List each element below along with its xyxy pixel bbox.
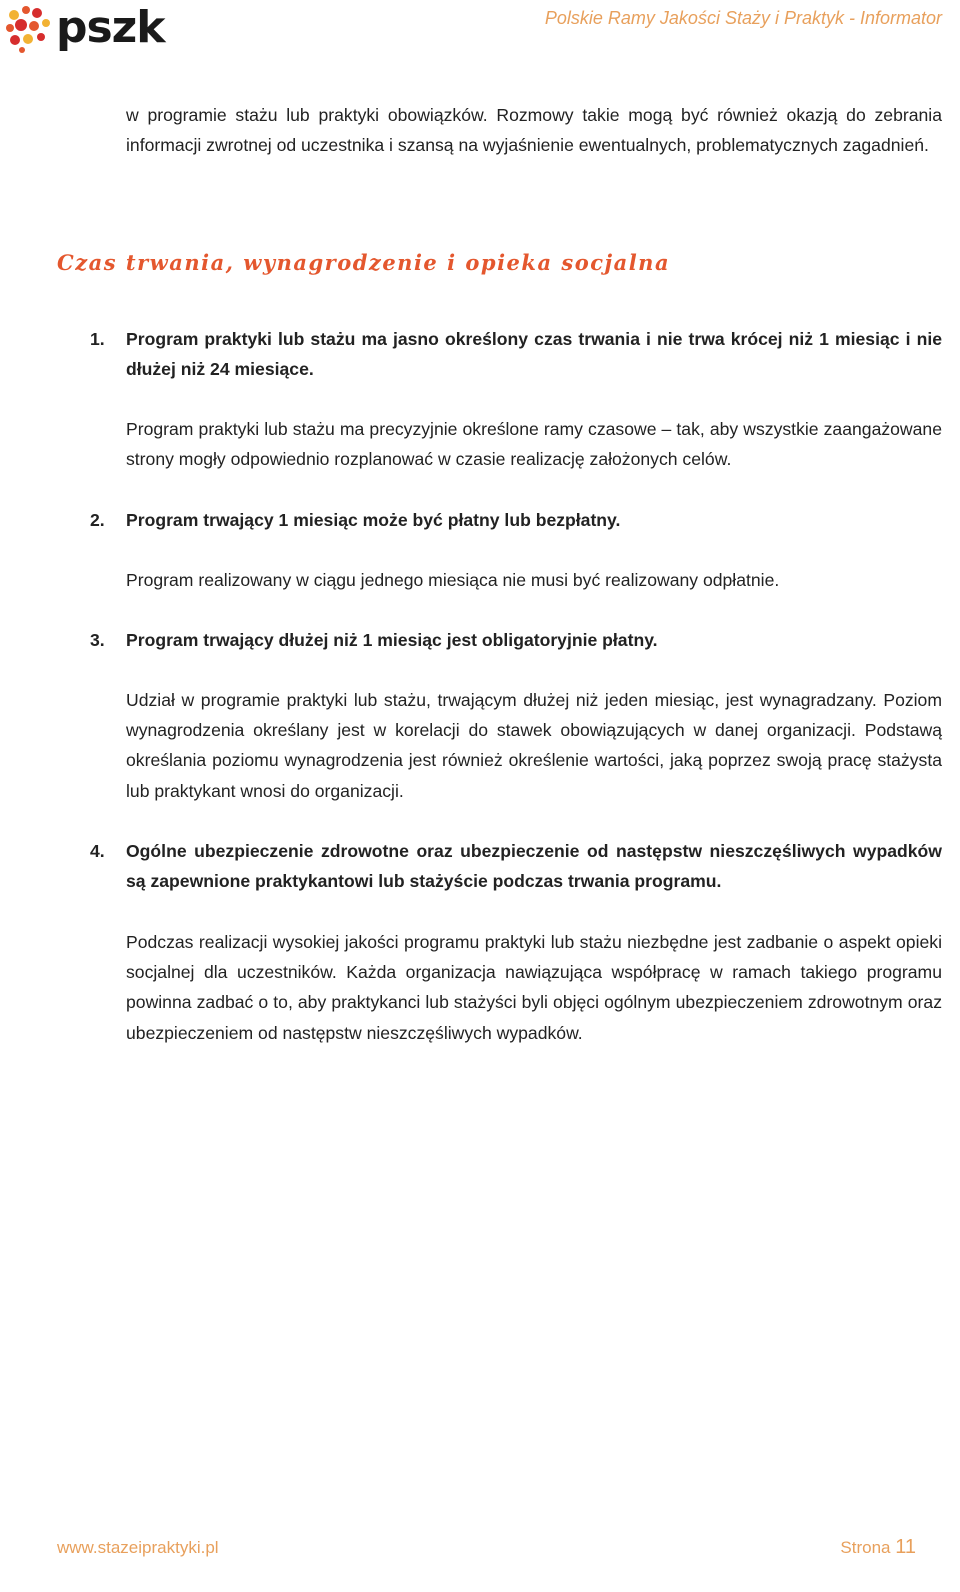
item-heading: Ogólne ubezpieczenie zdrowotne oraz ubezpieczenie od następstw nieszczęśliwych wypadków są zapewnione praktykantowi lub stażyście podczas trwania programu.: [126, 841, 942, 892]
list-item: [90, 505, 942, 535]
item-number: 3.: [90, 630, 105, 650]
item-number: 2.: [90, 510, 105, 530]
intro-paragraph: w programie stażu lub praktyki obowiązków. Rozmowy takie mogą być również okazją do zebrania informacji zwrotnej od uczestnika i szansą na wyjaśnienie ewentualnych, problematycznych zagadnień.: [126, 105, 942, 156]
item-heading: Program trwający dłużej niż 1 miesiąc jest obligatoryjnie płatny.: [126, 630, 658, 650]
item-number: 1.: [90, 329, 105, 349]
item-heading: Program trwający 1 miesiąc może być płatny lub bezpłatny.: [126, 510, 621, 530]
list-item: [90, 324, 942, 384]
pszk-logo: [4, 2, 165, 54]
list-item: [90, 836, 942, 896]
item-body: Podczas realizacji wysokiej jakości programu praktyki lub stażu niezbędne jest zadbanie o aspekt opieki socjalnej dla uczestników. Każda organizacja nawiązująca współpracę w ramach takiego programu powinna zadbać o to, aby praktykanci lub stażyści byli objęci ogólnym ubezpieczeniem zdrowotnym oraz ubezpieczeniem od następstw nieszczęśliwych wypadków.: [126, 932, 942, 1043]
item-heading: Program praktyki lub stażu ma jasno określony czas trwania i nie trwa krócej niż 1 miesiąc i nie dłużej niż 24 miesiące.: [126, 329, 942, 380]
page-number: 11: [895, 1536, 916, 1558]
item-body: Program realizowany w ciągu jednego miesiąca nie musi być realizowany odpłatnie.: [126, 570, 780, 590]
section-heading: Czas trwania, wynagrodzenie i opieka socjalna: [57, 250, 671, 275]
dots-logo-icon: [4, 3, 54, 53]
page-label: Strona: [840, 1538, 891, 1557]
list-item: [90, 625, 942, 655]
item-body: Udział w programie praktyki lub stażu, trwającym dłużej niż jeden miesiąc, jest wynagradzany. Poziom wynagrodzenia określany jest w korelacji do stawek obowiązujących w danej organizacji. Podstawą określania poziomu wynagrodzenia jest również określenie wartości, jaką poprzez swoją pracę stażysta lub praktykant wnosi do organizacji.: [126, 690, 942, 801]
page-number-label: [840, 1536, 916, 1559]
page-header: [0, 0, 960, 60]
document-title: Polskie Ramy Jakości Staży i Praktyk - Informator: [544, 8, 942, 28]
footer-website-link[interactable]: www.stazeipraktyki.pl: [57, 1538, 219, 1557]
item-body: Program praktyki lub stażu ma precyzyjnie określone ramy czasowe – tak, aby wszystkie zaangażowane strony mogły odpowiednio rozplanować w czasie realizację założonych celów.: [126, 419, 942, 470]
logo-text: pszk: [56, 2, 165, 53]
item-number: 4.: [90, 841, 105, 861]
